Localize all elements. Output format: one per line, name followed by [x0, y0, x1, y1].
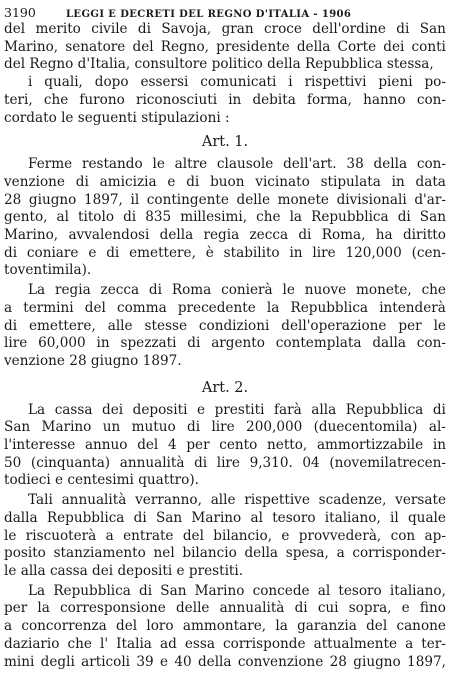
- text-line: San Marino un mutuo di lire 200,000 (duecentomila) al-: [4, 419, 446, 436]
- text-line: a termini del comma precedente la Repubblica intenderà: [4, 299, 446, 316]
- text-line: Marino, avvalendosi della regia zecca di Roma, ha diritto: [4, 227, 446, 244]
- page-number: 3190: [4, 5, 36, 20]
- running-title: LEGGI E DECRETI DEL REGNO D'ITALIA - 1906: [66, 9, 352, 20]
- text-line: per la corresponsione delle annualità di cui sopra, e fino: [4, 600, 446, 617]
- text-line: lire 60,000 in spezzati di argento contemplata dalla con-: [4, 335, 446, 352]
- text-line: venzione di amicizia e di buon vicinato stipulata in data: [4, 173, 446, 190]
- text-line: Marino, senatore del Regno, presidente della Corte dei conti: [4, 38, 446, 55]
- document-page: [4, 4, 446, 673]
- text-line: La cassa dei depositi e prestiti farà alla Repubblica di: [28, 401, 446, 418]
- text-line: todieci e centesimi quattro).: [4, 472, 199, 489]
- text-line: cordato le seguenti stipulazioni :: [4, 109, 230, 126]
- text-line: gento, al titolo di 835 millesimi, che la Repubblica di San: [4, 209, 446, 226]
- text-line: teri, che furono riconosciuti in debita forma, hanno con-: [4, 91, 446, 108]
- text-line: La regia zecca di Roma conierà le nuove monete, che: [28, 282, 446, 299]
- text-line: del Regno d'Italia, consultore politico della Repubblica stessa,: [4, 56, 434, 73]
- text-line: a concorrenza del loro ammontare, la garanzia del canone: [4, 618, 446, 635]
- text-line: di coniare e di emettere, è stabilito in lire 120,000 (cen-: [4, 244, 446, 261]
- text-line: del merito civile di Savoja, gran croce dell'ordine di San: [4, 21, 446, 37]
- text-line: 50 (cinquanta) annualità di lire 9,310. 04 (novemilatrecen-: [4, 454, 446, 471]
- article-heading: Art. 2.: [201, 379, 249, 396]
- paragraph-gap: [4, 671, 446, 673]
- text-line: toventimila).: [4, 262, 92, 279]
- text-line: l'interesse annuo del 4 per cento netto, ammortizzabile in: [4, 437, 446, 454]
- text-line: venzione 28 giugno 1897.: [4, 352, 182, 369]
- text-line: Tali annualità verranno, alle rispettive scadenze, versate: [28, 492, 446, 509]
- text-line: le alla cassa dei depositi e prestiti.: [4, 562, 244, 579]
- text-line: le riscuoterà a entrate del bilancio, e provvederà, con ap-: [4, 527, 446, 544]
- text-line: La Repubblica di San Marino concede al tesoro italiano,: [28, 582, 446, 599]
- text-line: Ferme restando le altre clausole dell'art. 38 della con-: [28, 156, 446, 173]
- text-line: posito stanziamento nel bilancio della spesa, a corrisponder-: [4, 545, 446, 562]
- page-header: [4, 4, 446, 21]
- text-line: mini degli articoli 39 e 40 della convenzione 28 giugno 1897,: [4, 653, 446, 670]
- body-text: [4, 21, 446, 673]
- text-line: di emettere, alle stesse condizioni dell'operazione per le: [4, 317, 446, 334]
- text-line: daziario che l' Italia ad essa corrisponde attualmente a ter-: [4, 635, 446, 652]
- text-line: i quali, dopo essersi comunicati i rispettivi pieni po-: [28, 74, 446, 91]
- text-line: dalla Repubblica di San Marino al tesoro italiano, il quale: [4, 509, 446, 526]
- text-line: 28 giugno 1897, il contingente delle monete divisionali d'ar-: [4, 191, 446, 208]
- paragraph-gap: [4, 371, 446, 373]
- article-heading: Art. 1.: [201, 134, 249, 151]
